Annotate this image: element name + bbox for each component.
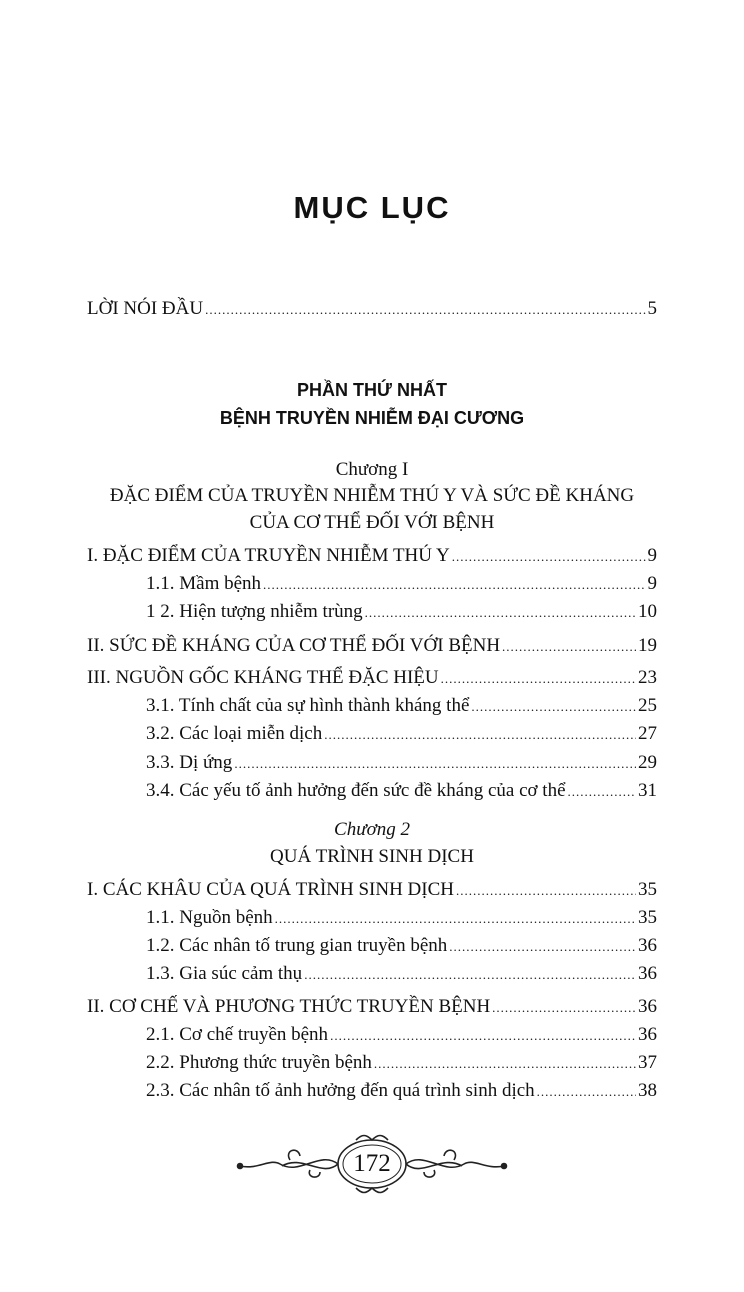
toc-entry[interactable] [87,544,657,569]
toc-entry[interactable] [146,722,657,747]
toc-entry[interactable] [146,934,657,959]
toc-entry-label: I. CÁC KHÂU CỦA QUÁ TRÌNH SINH DỊCH [87,879,454,900]
dot-leader [324,723,636,747]
toc-entry-label: 1 2. Hiện tượng nhiễm trùng [146,601,363,622]
toc-entry[interactable] [87,634,657,659]
toc-entry-page: 9 [647,545,657,566]
toc-entry-page: 10 [638,601,657,622]
page-title: MỤC LỤC [293,190,451,225]
toc-entry-page: 23 [638,667,657,688]
toc-entry-page: 36 [638,1024,657,1045]
page-number: 172 [353,1150,391,1177]
toc-entry-label: 1.1. Mầm bệnh [146,573,262,594]
toc-entry-label: 2.3. Các nhân tố ảnh hưởng đến quá trình sinh dịch [146,1080,535,1101]
toc-entry-label: LỜI NÓI ĐẦU [87,298,204,319]
chapter-1-heading: Chương I [335,459,409,480]
toc-entry-page: 27 [638,723,657,744]
toc-entry-label: 1.3. Gia súc cảm thụ [146,963,303,984]
toc-entry-page: 19 [638,635,657,656]
toc-entry-page: 35 [638,879,657,900]
toc-entry[interactable] [146,779,657,804]
toc-entry-page: 29 [638,752,657,773]
toc-entry-page: 36 [638,963,657,984]
part-heading: PHẦN THỨ NHẤT [297,380,447,400]
toc-entry-page: 31 [638,780,657,801]
toc-entry-label: III. NGUỒN GỐC KHÁNG THỂ ĐẶC HIỆU [87,667,439,688]
dot-leader [456,879,636,903]
toc-entry-label: I. ĐẶC ĐIỂM CỦA TRUYỀN NHIỄM THÚ Y [87,545,450,566]
toc-entry-label: 3.4. Các yếu tố ảnh hưởng đến sức đề kháng của cơ thể [146,780,566,801]
toc-entry-page: 35 [638,907,657,928]
toc-entry[interactable] [146,962,657,987]
dot-leader [374,1052,636,1076]
dot-leader [471,695,636,719]
toc-entry-page: 36 [638,935,657,956]
toc-entry-page: 37 [638,1052,657,1073]
dot-leader [304,963,636,987]
toc-entry-label: II. CƠ CHẾ VÀ PHƯƠNG THỨC TRUYỀN BỆNH [87,996,491,1017]
toc-entry[interactable] [146,906,657,931]
dot-leader [330,1024,636,1048]
toc-entry[interactable] [146,600,657,625]
dot-leader [568,780,636,804]
toc-entry[interactable] [87,666,657,691]
dot-leader [449,935,636,959]
toc-entry-label: 1.1. Nguồn bệnh [146,907,273,928]
toc-entry-page: 25 [638,695,657,716]
toc-entry-label: 2.2. Phương thức truyền bệnh [146,1052,372,1073]
toc-entry[interactable] [87,995,657,1020]
dot-leader [492,996,636,1020]
dot-leader [365,601,636,625]
toc-entry-label: 3.3. Dị ứng [146,752,233,773]
dot-leader [441,667,636,691]
toc-entry[interactable] [146,572,657,597]
toc-entry-label: 3.2. Các loại miễn dịch [146,723,323,744]
chapter-2-title: QUÁ TRÌNH SINH DỊCH [270,846,474,867]
part-title: BỆNH TRUYỀN NHIỄM ĐẠI CƯƠNG [219,408,525,428]
toc-entry-label: II. SỨC ĐỀ KHÁNG CỦA CƠ THỂ ĐỐI VỚI BỆNH [87,635,501,656]
dot-leader [205,298,645,322]
chapter-2-heading: Chương 2 [334,819,410,840]
chapter-1-title-line2: CỦA CƠ THỂ ĐỐI VỚI BỆNH [249,512,495,533]
dot-leader [263,573,645,597]
toc-entry-preface[interactable] [87,297,657,322]
toc-entry[interactable] [87,878,657,903]
toc-entry-label: 1.2. Các nhân tố trung gian truyền bệnh [146,935,448,956]
toc-entry[interactable] [146,1023,657,1048]
toc-entry[interactable] [146,1079,657,1104]
dot-leader [502,635,636,659]
dot-leader [452,545,646,569]
toc-entry-page: 9 [647,573,657,594]
toc-entry-page: 38 [638,1080,657,1101]
toc-entry-page: 5 [647,298,657,319]
toc-entry[interactable] [146,1051,657,1076]
toc-entry-page: 36 [638,996,657,1017]
toc-entry-label: 3.1. Tính chất của sự hình thành kháng thể [146,695,470,716]
dot-leader [275,907,636,931]
dot-leader [234,752,636,776]
toc-entry[interactable] [146,694,657,719]
toc-entry-label: 2.1. Cơ chế truyền bệnh [146,1024,329,1045]
chapter-1-title-line1: ĐẶC ĐIỂM CỦA TRUYỀN NHIỄM THÚ Y VÀ SỨC ĐỀ KHÁNG [109,485,635,506]
dot-leader [537,1080,636,1104]
toc-entry[interactable] [146,751,657,776]
